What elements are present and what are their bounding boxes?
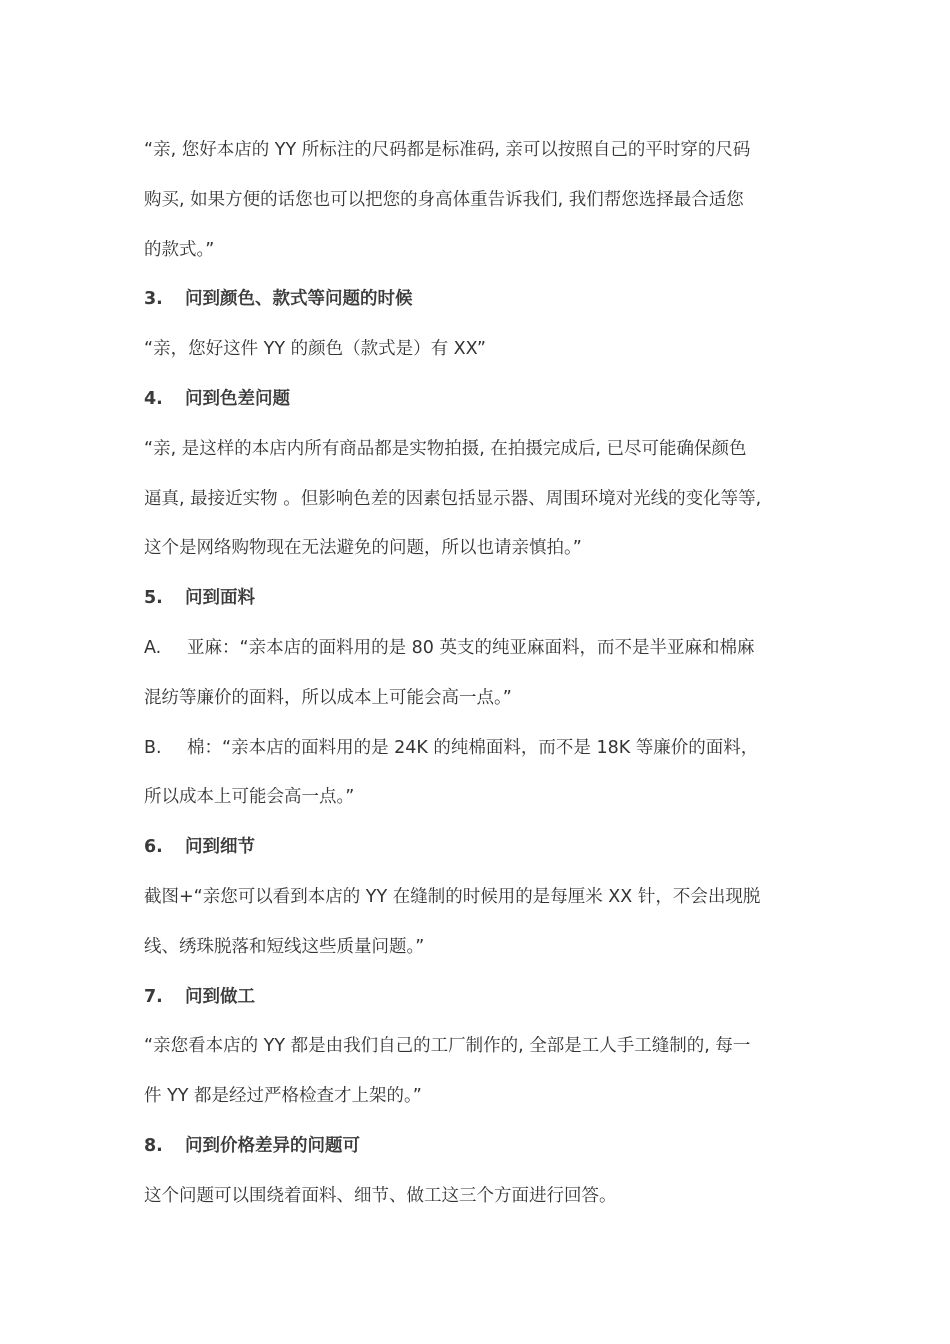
option-label: B.: [144, 737, 162, 758]
paragraph-line: 所以成本上可能会高一点。”: [144, 787, 355, 808]
paragraph-line: 这个问题可以围绕着面料、细节、做工这三个方面进行回答。: [144, 1185, 617, 1206]
option-text: 棉：“亲本店的面料用的是 24K 的纯棉面料，而不是 18K 等廉价的面料，: [187, 737, 759, 758]
heading-text: 问到面料: [185, 588, 255, 609]
paragraph-line: 逼真, 最接近实物 。但影响色差的因素包括显示器、周围环境对光线的变化等等,: [144, 488, 762, 509]
paragraph-line: 这个是网络购物现在无法避免的问题，所以也请亲慎拍。”: [144, 538, 582, 559]
section-heading-6: [144, 823, 824, 873]
section-heading-4: [144, 375, 824, 425]
heading-text: 问到细节: [185, 837, 255, 858]
paragraph-line: 件 YY 都是经过严格检查才上架的。”: [144, 1086, 422, 1107]
paragraph-line: 线、绣珠脱落和短线这些质量问题。”: [144, 936, 425, 957]
document-body: [144, 126, 824, 1222]
heading-text: 问到颜色、款式等问题的时候: [185, 289, 413, 310]
option-label: A.: [144, 637, 162, 658]
paragraph-line: “亲，您好这件 YY 的颜色（款式是）有 XX”: [144, 339, 486, 360]
heading-text: 问到色差问题: [185, 388, 290, 409]
heading-text: 问到做工: [185, 986, 255, 1007]
section-heading-8: [144, 1122, 824, 1172]
heading-number: 5.: [144, 588, 163, 609]
paragraph-line: 截图+“亲您可以看到本店的 YY 在缝制的时候用的是每厘米 XX 针，不会出现脱: [144, 886, 761, 907]
option-item-b: [144, 724, 824, 774]
section-heading-3: [144, 275, 824, 325]
heading-number: 3.: [144, 289, 163, 310]
heading-text: 问到价格差异的问题可: [185, 1135, 360, 1156]
paragraph-line: “亲, 是这样的本店内所有商品都是实物拍摄, 在拍摄完成后, 已尽可能确保颜色: [144, 438, 747, 459]
section-heading-7: [144, 973, 824, 1023]
heading-number: 6.: [144, 837, 163, 858]
section-heading-5: [144, 574, 824, 624]
heading-number: 4.: [144, 388, 163, 409]
paragraph-line: 的款式。”: [144, 239, 215, 260]
option-item-a: [144, 624, 824, 674]
paragraph-line: 购买, 如果方便的话您也可以把您的身高体重告诉我们, 我们帮您选择最合适您: [144, 189, 744, 210]
paragraph-line: “亲您看本店的 YY 都是由我们自己的工厂制作的, 全部是工人手工缝制的, 每一: [144, 1036, 751, 1057]
heading-number: 7.: [144, 986, 163, 1007]
paragraph-line: 混纺等廉价的面料，所以成本上可能会高一点。”: [144, 687, 512, 708]
option-text: 亚麻：“亲本店的面料用的是 80 英支的纯亚麻面料，而不是半亚麻和棉麻: [187, 637, 755, 658]
heading-number: 8.: [144, 1135, 163, 1156]
paragraph-line: “亲, 您好本店的 YY 所标注的尺码都是标准码, 亲可以按照自己的平时穿的尺码: [144, 140, 751, 160]
